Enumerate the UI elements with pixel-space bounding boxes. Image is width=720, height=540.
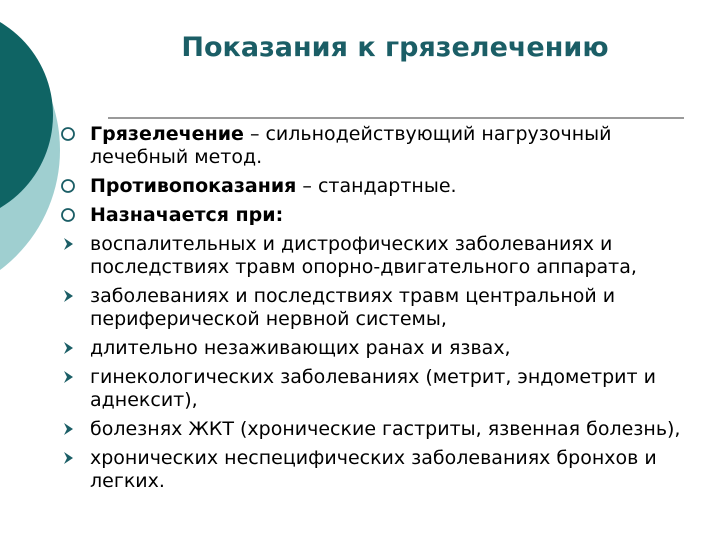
- circle-bullet-icon: [60, 178, 76, 194]
- circle-bullet-icon: [60, 126, 76, 142]
- list-item: [60, 204, 700, 227]
- title-divider: [108, 117, 684, 119]
- list-item: [60, 175, 700, 198]
- arrow-bullet-icon: [60, 369, 76, 385]
- arrow-bullet-icon: [60, 340, 76, 356]
- list-item: [60, 123, 700, 169]
- circle-bullet-icon: [60, 207, 76, 223]
- item-text: заболеваниях и последствиях травм центральной и периферической нервной системы,: [90, 285, 616, 330]
- arrow-bullet-icon: [60, 450, 76, 466]
- list-item: [60, 233, 700, 279]
- arrow-bullet-icon: [60, 236, 76, 252]
- decorative-circles: [0, 0, 60, 300]
- item-text: болезнях ЖКТ (хронические гастриты, язвенная болезнь),: [90, 418, 681, 440]
- item-text: длительно незаживающих ранах и язвах,: [90, 337, 511, 359]
- bullet-list: [60, 123, 700, 499]
- item-text: хронических неспецифических заболеваниях бронхов и легких.: [90, 447, 657, 492]
- list-item: [60, 337, 700, 360]
- list-item: [60, 285, 700, 331]
- item-text: – сильнодействующий нагрузочный лечебный метод.: [90, 123, 612, 168]
- list-item: [60, 418, 700, 441]
- list-item: [60, 366, 700, 412]
- item-text: воспалительных и дистрофических заболеваниях и последствиях травм опорно-двигательного аппарата,: [90, 233, 637, 278]
- arrow-bullet-icon: [60, 421, 76, 437]
- arrow-bullet-icon: [60, 288, 76, 304]
- item-text: гинекологических заболеваниях (метрит, эндометрит и аднексит),: [90, 366, 656, 411]
- item-bold-text: Грязелечение: [90, 123, 244, 145]
- list-item: [60, 447, 700, 493]
- item-text: – стандартные.: [296, 175, 457, 197]
- item-bold-text: Назначается при:: [90, 204, 284, 226]
- slide-title: Показания к грязелечению: [181, 32, 609, 63]
- item-bold-text: Противопоказания: [90, 175, 297, 197]
